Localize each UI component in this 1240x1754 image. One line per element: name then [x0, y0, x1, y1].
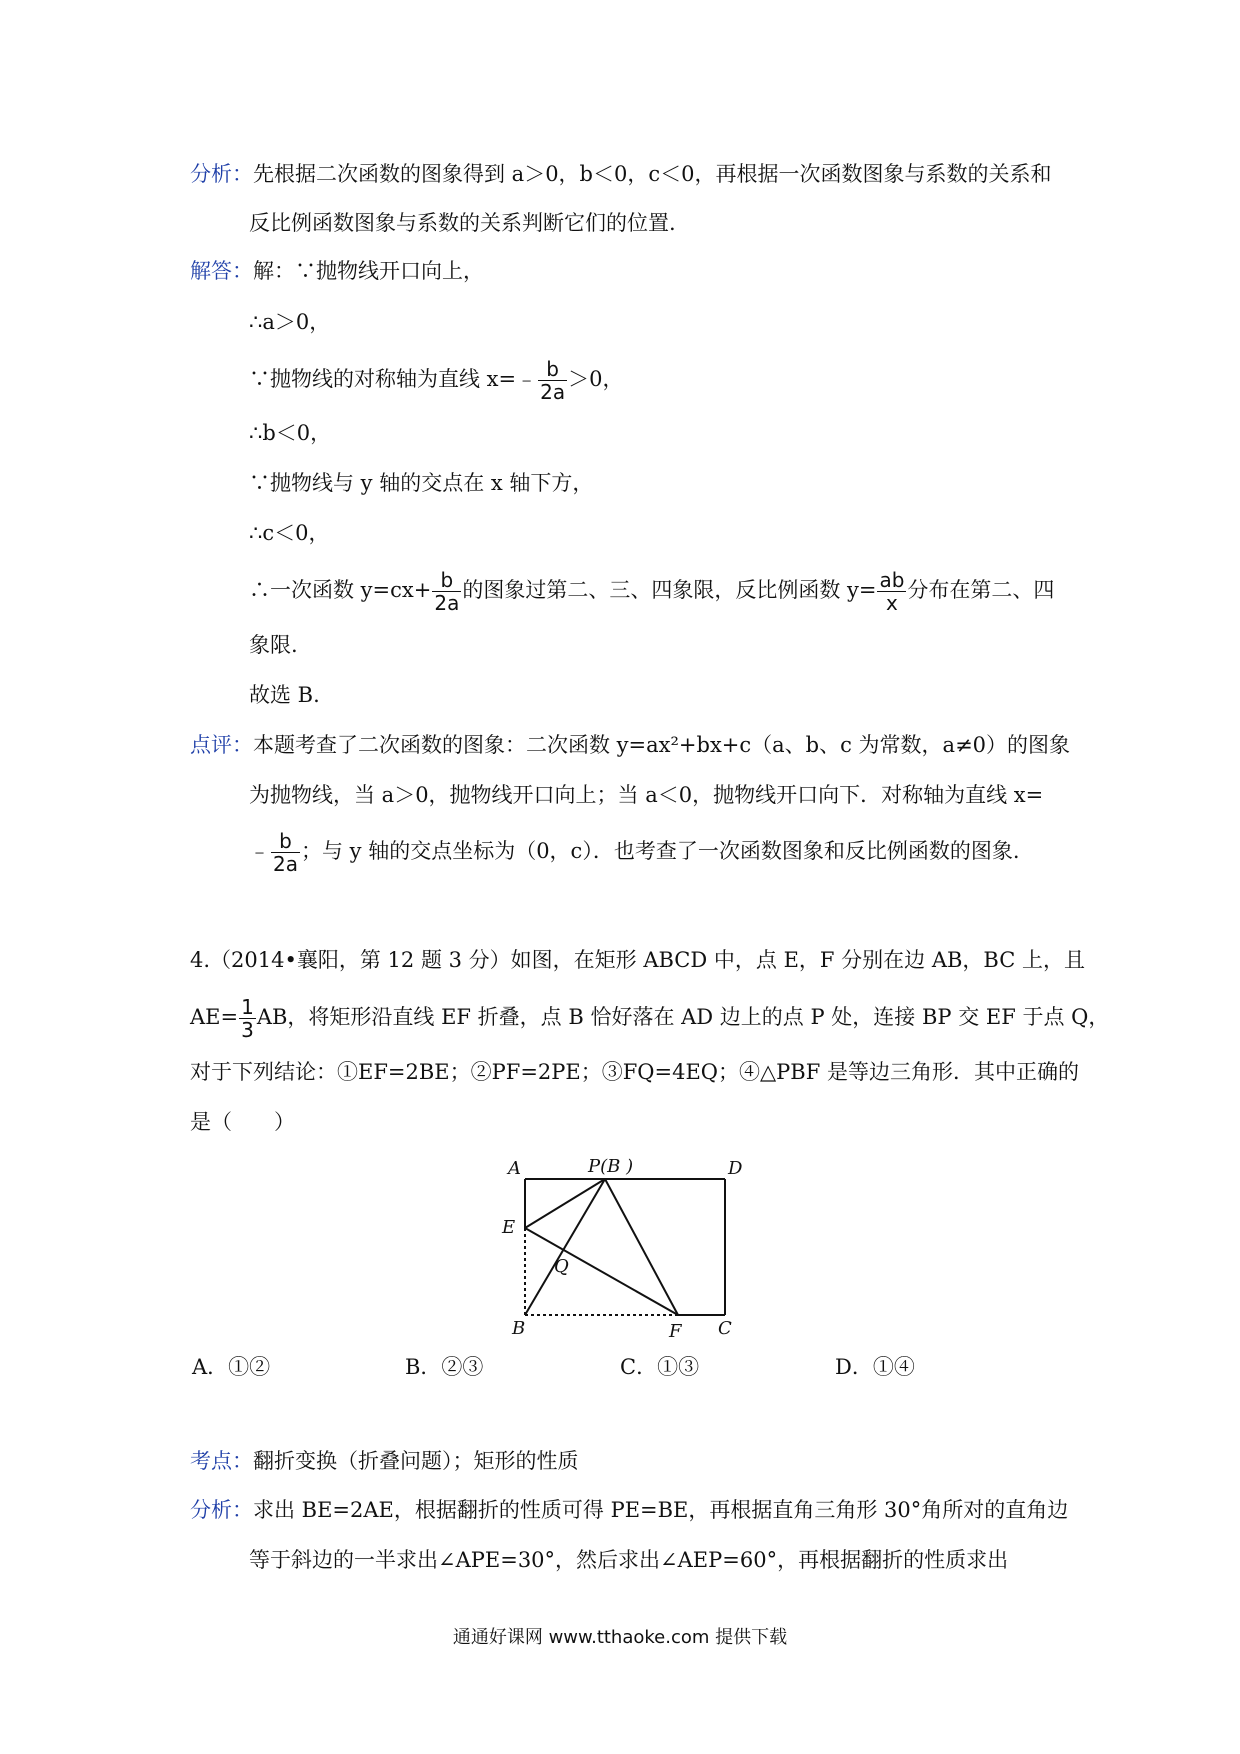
comment-paragraph [190, 731, 1070, 759]
fraction-one-third [239, 996, 256, 1041]
solution-tag: 解答： [190, 259, 253, 283]
knowledge-text: 翻折变换（折叠问题）；矩形的性质 [253, 1449, 579, 1473]
fraction-b-2a [538, 358, 567, 403]
comment-line-1: 本题考查了二次函数的图象：二次函数 y=ax²+bx+c（a、b、c 为常数，a≠0）的图象 [253, 733, 1071, 757]
knowledge-point [190, 1447, 579, 1475]
analysis-2-line-1: 求出 BE=2AE，根据翻折的性质可得 PE=BE，再根据直角三角形 30°角所对的直角边 [253, 1498, 1069, 1522]
label-B: B [512, 1318, 526, 1339]
step-axis [249, 358, 623, 403]
conclusion-post: 分布在第二、四 [907, 578, 1055, 602]
fraction-denominator: x [886, 591, 898, 615]
comment-line-3-post: ；与 y 轴的交点坐标为（0，c）．也考查了一次函数图象和反比例函数的图象. [300, 839, 1020, 863]
fraction-numerator: b [432, 569, 461, 592]
label-F: F [669, 1321, 682, 1340]
analysis-line-2: 反比例函数图象与系数的关系判断它们的位置. [249, 211, 676, 235]
question-4-line-2 [190, 996, 1109, 1041]
fraction-numerator: b [538, 358, 567, 381]
analysis-2-paragraph [190, 1496, 1068, 1524]
q4-line-2-post: AB，将矩形沿直线 EF 折叠，点 B 恰好落在 AD 边上的点 P 处，连接 BP 交 EF 于点 Q， [256, 1005, 1110, 1029]
choice-b: B．②③ [405, 1355, 484, 1379]
question-4-line-3: 对于下列结论：①EF=2BE；②PF=2PE；③FQ=4EQ；④△PBF 是等边三角形．其中正确的 [190, 1060, 1079, 1084]
step-quadrant: 象限. [249, 633, 298, 657]
question-4-line-1: 4.（2014•襄阳，第 12 题 3 分）如图，在矩形 ABCD 中，点 E，F 分别在边 AB，BC 上，且 [190, 948, 1085, 972]
solution-line-1: 解：∵抛物线开口向上， [253, 259, 484, 283]
fraction-ab-x [877, 569, 906, 614]
page-footer: 通通好课网 www.tthaoke.com 提供下载 [452, 1627, 788, 1648]
step-c-negative: ∴c＜0， [249, 521, 330, 545]
choice-c: C．①③ [620, 1355, 700, 1379]
fraction-denominator: 3 [241, 1018, 254, 1042]
conclusion-mid: 的图象过第二、三、四象限，反比例函数 y= [462, 578, 877, 602]
step-a-positive: ∴a＞0， [249, 310, 331, 334]
comment-line-3 [249, 830, 1020, 875]
fraction-b-2a [432, 569, 461, 614]
label-E: E [502, 1217, 516, 1238]
step-intercept: ∵抛物线与 y 轴的交点在 x 轴下方， [249, 471, 594, 495]
fraction-numerator: b [271, 830, 300, 853]
choice-a: A．①② [192, 1355, 271, 1379]
knowledge-tag: 考点： [190, 1449, 253, 1473]
comment-line-3-pre: ﹣ [249, 839, 270, 863]
fraction-denominator: 2a [540, 380, 566, 404]
rectangle-fold-figure [490, 1150, 760, 1340]
q4-line-2-pre: AE= [190, 1005, 239, 1029]
label-C: C [718, 1318, 732, 1339]
solution-header [190, 257, 484, 285]
step-axis-post: ＞0， [568, 367, 624, 391]
analysis-2-tag: 分析： [190, 1498, 253, 1522]
label-PB: P(B ) [588, 1156, 634, 1177]
fraction-numerator: ab [879, 568, 905, 592]
label-D: D [728, 1158, 743, 1179]
analysis-line-1: 先根据二次函数的图象得到 a＞0，b＜0，c＜0，再根据一次函数图象与系数的关系和 [253, 162, 1052, 186]
fraction-b-2a [271, 830, 300, 875]
segment-BP [525, 1179, 605, 1315]
comment-line-2: 为抛物线，当 a＞0，抛物线开口向上；当 a＜0，抛物线开口向下．对称轴为直线 x= [249, 783, 1044, 807]
label-Q: Q [554, 1256, 569, 1277]
analysis-paragraph [190, 160, 1051, 188]
fraction-numerator: 1 [241, 995, 254, 1019]
label-A: A [508, 1158, 521, 1179]
fraction-denominator: 2a [434, 591, 460, 615]
step-answer: 故选 B. [249, 683, 320, 707]
analysis-2-line-2: 等于斜边的一半求出∠APE=30°，然后求出∠AEP=60°，再根据翻折的性质求出 [249, 1548, 1009, 1572]
analysis-tag: 分析： [190, 162, 253, 186]
question-4-line-4: 是（ ） [190, 1110, 295, 1134]
fraction-denominator: 2a [273, 852, 298, 876]
comment-tag: 点评： [190, 733, 253, 757]
step-b-negative: ∴b＜0， [249, 421, 332, 445]
step-conclusion [249, 569, 1054, 614]
choice-d: D．①④ [835, 1355, 915, 1379]
segment-EP [525, 1179, 605, 1228]
conclusion-pre: ∴一次函数 y=cx+ [249, 578, 432, 602]
step-axis-pre: ∵抛物线的对称轴为直线 x=﹣ [249, 367, 538, 391]
